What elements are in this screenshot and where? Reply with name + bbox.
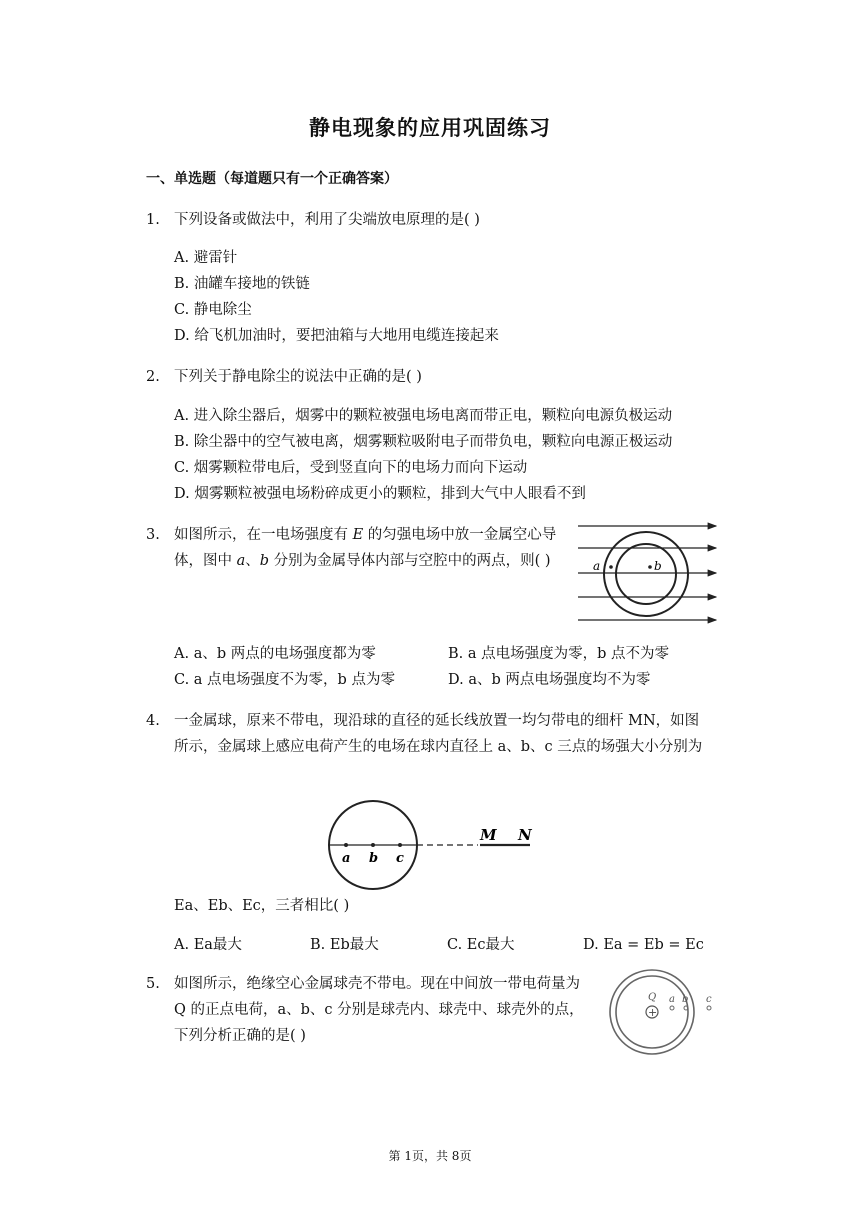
point-a [670,1006,674,1010]
question-text: 下列关于静电除尘的说法中正确的是( ) [174,369,422,385]
q4-question-tail: Ea、Eb、Ec，三者相比( ) [174,898,350,914]
label-b: b [654,559,662,573]
q4-option-a: A. Ea最大 [174,937,242,953]
question-text-line: 如图所示，绝缘空心金属球壳不带电。现在中间放一带电荷量为 [174,976,580,992]
q1-option-c: C. 静电除尘 [174,302,252,318]
label-c: c [706,994,712,1005]
label-m: M [480,826,497,844]
text-fragment: 、 [245,553,260,569]
text-fragment: 分别为金属导体内部与空腔中的两点，则( ) [269,553,551,569]
sphere-rod-figure [326,800,538,892]
label-b: b [369,851,379,866]
point-c [398,843,402,847]
text-fragment: 体，图中 [174,553,237,569]
q1-option-d: D. 给飞机加油时，要把油箱与大地用电缆连接起来 [174,328,499,344]
inner-cavity [616,544,676,604]
label-n: N [518,826,532,844]
q3-option-c: C. a 点电场强度不为零，b 点为零 [174,672,395,688]
text-fragment: 如图所示，在一电场强度有 [174,527,353,543]
q1-option-b: B. 油罐车接地的铁链 [174,276,310,292]
page-footer: 第 1页，共 8页 [388,1149,472,1163]
point-c [707,1006,711,1010]
question-number: 5. [146,976,160,992]
text-fragment: 的匀强电场中放一金属空心导 [363,527,557,543]
question-text-line: Q 的正点电荷，a、b、c 分别是球壳内、球壳中、球壳外的点， [174,1002,584,1018]
plus-sign: + [648,1006,658,1019]
variable-e: E [352,527,364,543]
field-conductor-figure [576,520,722,628]
point-a [344,843,348,847]
q4-option-b: B. Eb最大 [310,937,379,953]
label-q: Q [648,992,657,1003]
q2-option-b: B. 除尘器中的空气被电离，烟雾颗粒吸附电子而带负电，颗粒向电源正极运动 [174,434,673,450]
q2-option-c: C. 烟雾颗粒带电后，受到竖直向下的电场力而向下运动 [174,460,528,476]
q3-option-b: B. a 点电场强度为零，b 点不为零 [448,646,670,662]
question-text-line: 所示，金属球上感应电荷产生的电场在球内直径上 a、b、c 三点的场强大小分别为 [174,739,703,755]
q4-option-c: C. Ec最大 [447,937,515,953]
q3-option-a: A. a、b 两点的电场强度都为零 [174,646,376,662]
label-a: a [342,851,351,866]
label-b: b [682,994,689,1005]
question-text [174,522,556,574]
question-text-line: 下列分析正确的是( ) [174,1028,306,1044]
q3-option-d: D. a、b 两点电场强度均不为零 [448,672,651,688]
question-number: 3. [146,527,160,543]
label-a: a [593,559,601,573]
shell-charge-figure [606,968,724,1056]
point-b [648,565,652,569]
question-number: 1. [146,212,160,228]
q2-option-d: D. 烟雾颗粒被强电场粉碎成更小的颗粒，排到大气中人眼看不到 [174,486,586,502]
page-title: 静电现象的应用巩固练习 [309,116,551,140]
point-b [371,843,375,847]
q4-option-d: D. Ea = Eb = Ec [583,937,704,953]
question-number: 2. [146,369,160,385]
question-number: 4. [146,713,160,729]
variable-b: b [259,553,270,569]
question-text: 下列设备或做法中，利用了尖端放电原理的是( ) [174,212,480,228]
section-heading: 一、单选题（每道题只有一个正确答案） [146,171,398,187]
variable-a: a [236,553,246,569]
label-c: c [396,851,404,866]
point-a [609,565,613,569]
label-a: a [669,994,675,1005]
q1-option-a: A. 避雷针 [174,250,238,266]
q2-option-a: A. 进入除尘器后，烟雾中的颗粒被强电场电离而带正电，颗粒向电源负极运动 [174,408,673,424]
question-text-line: 一金属球，原来不带电，现沿球的直径的延长线放置一均匀带电的细杆 MN，如图 [174,713,700,729]
